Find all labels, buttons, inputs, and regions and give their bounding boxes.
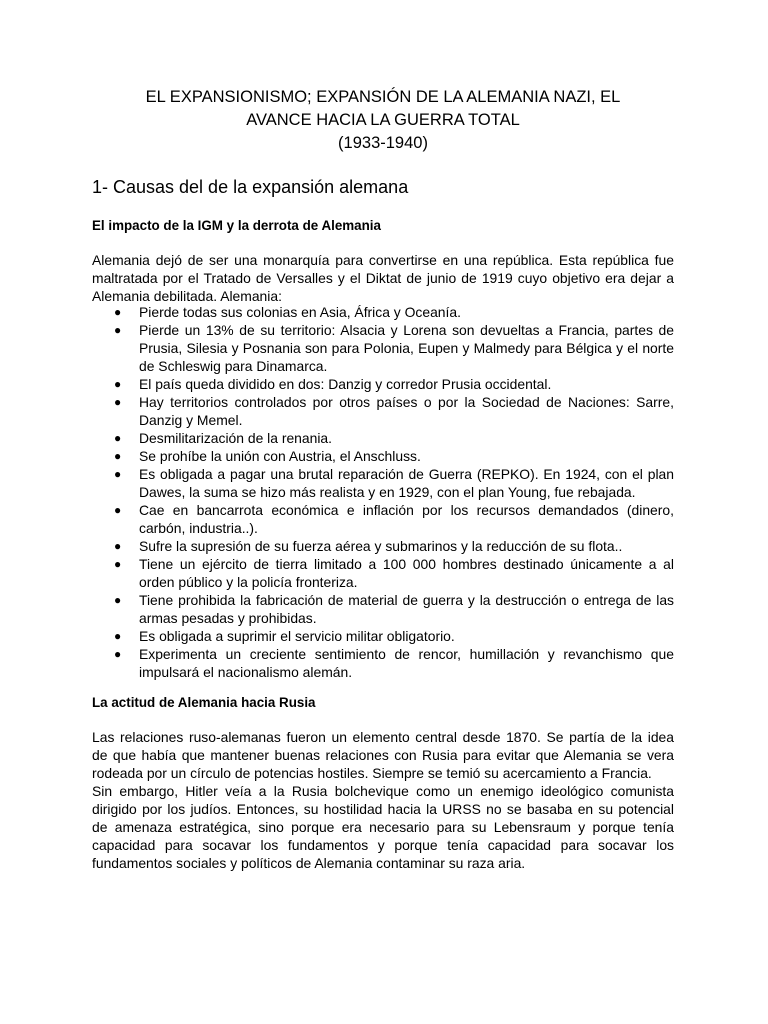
- bullet-icon: ●: [114, 377, 122, 391]
- bullet-icon: ●: [114, 467, 122, 481]
- paragraph-line: de que había que mantener buenas relaciones con Rusia para evitar que Alemania se vera: [92, 747, 674, 763]
- paragraph-line: Alemania debilitada. Alemania:: [92, 288, 282, 304]
- title-line: EL EXPANSIONISMO; EXPANSIÓN DE LA ALEMANIA NAZI, EL: [145, 88, 621, 106]
- list-item: [92, 321, 674, 375]
- paragraph-line: rodeada por un círculo de potencias hostiles. Siempre se temió su acercamiento a Francia.: [92, 765, 652, 781]
- subsection-heading-impacto: El impacto de la IGM y la derrota de Alemania: [92, 218, 381, 233]
- list-item-text: Cae en bancarrota económica e inflación por los recursos demandados (dinero, carbón, industria..).: [139, 502, 674, 536]
- bullet-icon: ●: [114, 305, 122, 319]
- list-item-text: Es obligada a suprimir el servicio militar obligatorio.: [139, 628, 455, 644]
- paragraph-line: Alemania dejó de ser una monarquía para convertirse en una república. Esta república fue: [92, 252, 674, 268]
- paragraph-line: fundamentos sociales y políticos de Alemania contaminar su raza aria.: [92, 855, 526, 871]
- list-item: [92, 591, 674, 627]
- list-item-text: El país queda dividido en dos: Danzig y corredor Prusia occidental.: [139, 376, 552, 392]
- list-item-text: Pierde un 13% de su territorio: Alsacia y Lorena son devueltas a Francia, partes de Prusia, Silesia y Posnania son para Polonia, Eupen y Malmedy para Bélgica y el norte de Schleswig para Dinamarca.: [139, 322, 674, 374]
- list-item-text: Sufre la supresión de su fuerza aérea y submarinos y la reducción de su flota..: [139, 538, 623, 554]
- bullet-icon: ●: [114, 503, 122, 517]
- bullet-icon: ●: [114, 449, 122, 463]
- bullet-icon: ●: [114, 431, 122, 445]
- list-item-text: Tiene un ejército de tierra limitado a 100 000 hombres destinado únicamente a al orden público y la policía fronteriza.: [139, 556, 674, 590]
- list-item: [92, 645, 674, 681]
- title-line: (1933-1940): [338, 134, 428, 152]
- section-heading: 1- Causas del de la expansión alemana: [92, 177, 409, 197]
- list-item: [92, 447, 674, 465]
- list-item: [92, 393, 674, 429]
- list-item-text: Pierde todas sus colonias en Asia, África y Oceanía.: [139, 304, 461, 320]
- list-item: [92, 465, 674, 501]
- consequences-list: [92, 303, 674, 681]
- bullet-icon: ●: [114, 539, 122, 553]
- bullet-icon: ●: [114, 629, 122, 643]
- document-title: [92, 86, 674, 155]
- list-item: [92, 537, 674, 555]
- bullet-icon: ●: [114, 395, 122, 409]
- list-item: [92, 627, 674, 645]
- list-item-text: Hay territorios controlados por otros países o por la Sociedad de Naciones: Sarre, Danzig y Memel.: [139, 394, 674, 428]
- list-item-text: Se prohíbe la unión con Austria, el Anschluss.: [139, 448, 421, 464]
- list-item: [92, 555, 674, 591]
- list-item-text: Experimenta un creciente sentimiento de rencor, humillación y revanchismo que impulsará el nacionalismo alemán.: [139, 646, 674, 680]
- list-item: [92, 501, 674, 537]
- paragraph-line: dirigido por los judíos. Entonces, su hostilidad hacia la URSS no se basaba en su potencial: [92, 801, 674, 817]
- list-item: [92, 375, 674, 393]
- paragraph-line: Sin embargo, Hitler veía a la Rusia bolchevique como un enemigo ideológico comunista: [92, 783, 674, 799]
- list-item-text: Tiene prohibida la fabricación de material de guerra y la destrucción o entrega de las armas pesadas y prohibidas.: [139, 592, 674, 626]
- bullet-icon: ●: [114, 557, 122, 571]
- paragraph-line: de amenaza estratégica, sino porque era necesario para su Lebensraum y porque tenía: [92, 819, 674, 835]
- list-item: [92, 429, 674, 447]
- list-item: [92, 303, 674, 321]
- bullet-icon: ●: [114, 593, 122, 607]
- bullet-icon: ●: [114, 323, 122, 337]
- paragraph-line: Las relaciones ruso-alemanas fueron un elemento central desde 1870. Se partía de la idea: [92, 729, 674, 745]
- bullet-icon: ●: [114, 647, 122, 661]
- list-item-text: Desmilitarización de la renania.: [139, 430, 333, 446]
- subsection-heading-rusia: La actitud de Alemania hacia Rusia: [92, 695, 316, 710]
- paragraph-line: capacidad para socavar los fundamentos y porque tenía capacidad para socavar los: [92, 837, 674, 853]
- intro-paragraph: [92, 251, 674, 305]
- rusia-paragraph: [92, 728, 674, 872]
- list-item-text: Es obligada a pagar una brutal reparación de Guerra (REPKO). En 1924, con el plan Dawes, la suma se hizo más realista y en 1929, con el plan Young, fue rebajada.: [139, 466, 674, 500]
- paragraph-line: maltratada por el Tratado de Versalles y el Diktat de junio de 1919 cuyo objetivo era dejar a: [92, 270, 674, 286]
- title-line: AVANCE HACIA LA GUERRA TOTAL: [246, 111, 520, 129]
